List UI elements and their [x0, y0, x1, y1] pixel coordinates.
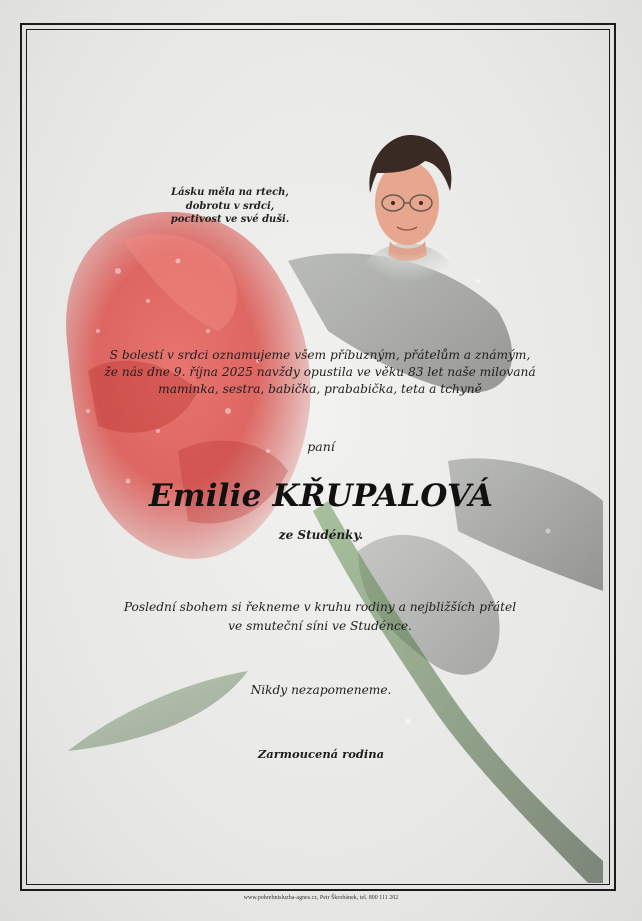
motto — [160, 186, 300, 227]
announcement-line: že nás dne 9. října 2025 navždy opustila ve věku 83 let naše milovaná — [104, 365, 536, 379]
announcement-line: S bolestí v srdci oznamujeme všem příbuzným, přátelům a známým, — [109, 348, 531, 362]
motto-line: poctivost ve své duši. — [170, 214, 290, 225]
announcement-line: maminka, sestra, babička, prababička, teta a tchyně — [158, 382, 482, 396]
deceased-name: Emilie KŘUPALOVÁ — [148, 478, 494, 514]
farewell-text — [60, 598, 580, 636]
signature: Zarmoucená rodina — [257, 747, 385, 761]
farewell-line: Poslední sbohem si řekneme v kruhu rodiny a nejbližších přátel — [123, 600, 517, 614]
deceased-origin: ze Studénky. — [278, 528, 364, 542]
announcement-text — [60, 347, 580, 398]
motto-line: dobrotu v srdci, — [185, 200, 275, 212]
motto-line: Lásku měla na rtech, — [171, 187, 289, 198]
closing-line: Nikdy nezapomeneme. — [250, 683, 392, 697]
salutation: paní — [307, 439, 335, 454]
farewell-line: ve smuteční síni ve Studénce. — [228, 619, 412, 633]
footer-credits: www.pohrebnisluzba-agnes.cz, Petr Škrobánek, tel. 800 111 202 — [243, 895, 399, 901]
